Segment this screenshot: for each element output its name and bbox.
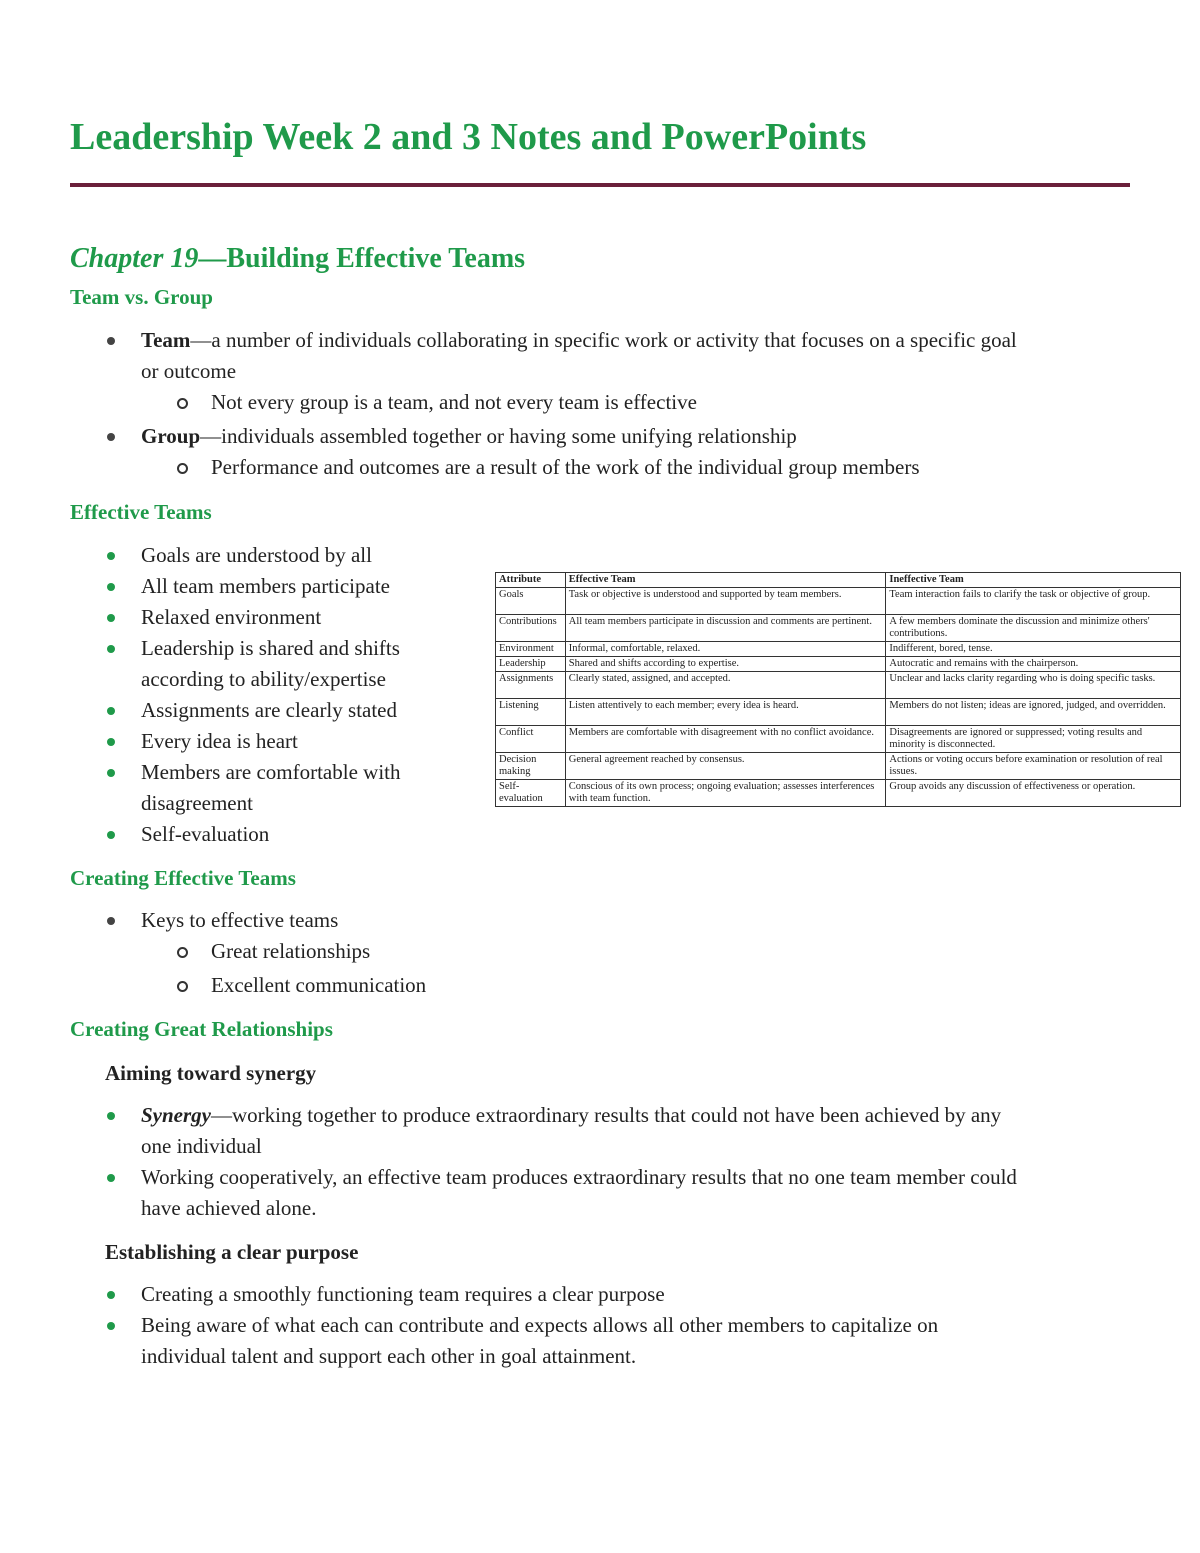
list-item <box>141 1279 665 1310</box>
term-team: Team <box>141 328 191 352</box>
list-item <box>141 633 400 664</box>
chapter-title: —Building Effective Teams <box>198 243 526 274</box>
bullet-icon <box>107 831 115 839</box>
list-item <box>141 540 372 571</box>
sub-bullet-text: Not every group is a team, and not every team is effective <box>211 390 697 414</box>
list-item <box>141 695 397 726</box>
bullet-icon <box>107 738 115 746</box>
list-item <box>141 602 321 633</box>
table-cell: A few members dominate the discussion and minimize others' contributions. <box>886 615 1181 642</box>
table-cell: Task or objective is understood and supported by team members. <box>565 588 886 615</box>
bullet-icon <box>107 645 115 653</box>
list-item <box>141 819 269 850</box>
sub-bullet-icon <box>177 981 188 992</box>
table-row <box>496 615 1181 642</box>
table-cell: Autocratic and remains with the chairperson. <box>886 657 1181 672</box>
table-cell: Contributions <box>496 615 566 642</box>
table-header: Ineffective Team <box>886 573 1181 588</box>
table-row <box>496 726 1181 753</box>
sub-bullet-icon <box>177 463 188 474</box>
list-item-text: Creating a smoothly functioning team requires a clear purpose <box>141 1282 665 1306</box>
section-heading-effective-teams: Effective Teams <box>70 500 212 524</box>
bullet-icon <box>107 1174 115 1182</box>
list-item-text: Leadership is shared and shifts <box>141 636 400 660</box>
group-definition: —individuals assembled together or having some unifying relationship <box>200 424 797 448</box>
list-item-text: Goals are understood by all <box>141 543 372 567</box>
list-item <box>141 1310 1141 1341</box>
list-item <box>141 571 390 602</box>
table-row <box>496 588 1181 615</box>
table-cell: Actions or voting occurs before examination or resolution of real issues. <box>886 753 1181 780</box>
list-item <box>141 726 298 757</box>
table-cell: Members do not listen; ideas are ignored, judged, and overridden. <box>886 699 1181 726</box>
list-item-continued: according to ability/expertise <box>141 667 386 691</box>
subheading-clear-purpose: Establishing a clear purpose <box>105 1240 359 1264</box>
table-cell: Clearly stated, assigned, and accepted. <box>565 672 886 699</box>
table-cell: Goals <box>496 588 566 615</box>
table-row <box>496 642 1181 657</box>
table-header-row <box>496 573 1181 588</box>
bullet-icon <box>107 1291 115 1299</box>
table-cell: Conscious of its own process; ongoing evaluation; assesses interferences with team function. <box>565 780 886 807</box>
list-item-text: Members are comfortable with <box>141 760 401 784</box>
bullet-icon <box>107 707 115 715</box>
sub-bullet-icon <box>177 947 188 958</box>
term-group: Group <box>141 424 201 448</box>
table-cell: Team interaction fails to clarify the task or objective of group. <box>886 588 1181 615</box>
list-item-text: Every idea is heart <box>141 729 298 753</box>
list-item-text: Self-evaluation <box>141 822 270 846</box>
table-cell: Unclear and lacks clarity regarding who is doing specific tasks. <box>886 672 1181 699</box>
sub-bullet-team <box>211 387 697 418</box>
section-heading-team-vs-group: Team vs. Group <box>70 285 213 309</box>
table-row <box>496 780 1181 807</box>
table-cell: Listen attentively to each member; every idea is heard. <box>565 699 886 726</box>
sub-bullet-text: Great relationships <box>211 939 371 963</box>
bullet-icon <box>107 583 115 591</box>
bullet-icon <box>107 337 115 345</box>
team-definition: —a number of individuals collaborating in specific work or activity that focuses on a specific goal <box>190 328 1017 352</box>
list-item-text: Relaxed environment <box>141 605 322 629</box>
list-item-text: All team members participate <box>141 574 390 598</box>
page-title: Leadership Week 2 and 3 Notes and PowerPoints <box>70 116 867 158</box>
table-row <box>496 672 1181 699</box>
table-cell: Leadership <box>496 657 566 672</box>
sub-bullet-text: Performance and outcomes are a result of the work of the individual group members <box>211 455 920 479</box>
table-cell: Self-evaluation <box>496 780 566 807</box>
bullet-icon <box>107 1112 115 1120</box>
table-row <box>496 753 1181 780</box>
table-cell: General agreement reached by consensus. <box>565 753 886 780</box>
bullet-team-continued: or outcome <box>141 359 237 383</box>
list-item-continued: disagreement <box>141 791 253 815</box>
chapter-number: Chapter 19 <box>70 243 199 274</box>
chapter-heading <box>70 243 525 275</box>
section-heading-creating-great-relationships: Creating Great Relationships <box>70 1017 333 1041</box>
list-item <box>141 757 401 788</box>
bullet-team <box>141 325 1141 356</box>
bullet-cooperative-continued: have achieved alone. <box>141 1196 317 1220</box>
list-item-continued: individual talent and support each other in goal attainment. <box>141 1344 637 1368</box>
table-cell: Disagreements are ignored or suppressed; voting results and minority is disconnected. <box>886 726 1181 753</box>
list-item-text: Being aware of what each can contribute and expects allows all other members to capitalize on <box>141 1313 939 1337</box>
table-header: Attribute <box>496 573 566 588</box>
section-heading-creating-effective-teams: Creating Effective Teams <box>70 866 296 890</box>
sub-bullet-text: Excellent communication <box>211 973 427 997</box>
table-cell: Decision making <box>496 753 566 780</box>
effective-vs-ineffective-table <box>495 572 1181 807</box>
bullet-icon <box>107 433 115 441</box>
table-cell: Listening <box>496 699 566 726</box>
list-item-text: Keys to effective teams <box>141 908 339 932</box>
bullet-synergy-continued: one individual <box>141 1134 262 1158</box>
table-cell: Environment <box>496 642 566 657</box>
bullet-cooperative <box>141 1162 1141 1193</box>
bullet-icon <box>107 614 115 622</box>
bullet-icon <box>107 769 115 777</box>
bullet-group <box>141 421 797 452</box>
sub-bullet <box>211 970 426 1001</box>
table-cell: Group avoids any discussion of effectiveness or operation. <box>886 780 1181 807</box>
bullet-synergy <box>141 1100 1141 1131</box>
table-cell: Conflict <box>496 726 566 753</box>
table-cell: Assignments <box>496 672 566 699</box>
table-row <box>496 657 1181 672</box>
sub-bullet-icon <box>177 398 188 409</box>
list-item-text: Assignments are clearly stated <box>141 698 397 722</box>
sub-bullet <box>211 936 370 967</box>
subheading-synergy: Aiming toward synergy <box>105 1061 317 1085</box>
table-cell: Indifferent, bored, tense. <box>886 642 1181 657</box>
bullet-icon <box>107 1322 115 1330</box>
table-cell: Informal, comfortable, relaxed. <box>565 642 886 657</box>
list-item-text: Working cooperatively, an effective team produces extraordinary results that no one team member could <box>141 1165 1017 1189</box>
list-item <box>141 905 338 936</box>
table-cell: All team members participate in discussion and comments are pertinent. <box>565 615 886 642</box>
table-row <box>496 699 1181 726</box>
table-cell: Shared and shifts according to expertise. <box>565 657 886 672</box>
sub-bullet-group <box>211 452 920 483</box>
title-divider <box>70 183 1130 187</box>
term-synergy: Synergy <box>141 1103 211 1127</box>
table-header: Effective Team <box>565 573 886 588</box>
synergy-definition: —working together to produce extraordinary results that could not have been achieved by any <box>211 1103 1002 1127</box>
table-cell: Members are comfortable with disagreement with no conflict avoidance. <box>565 726 886 753</box>
bullet-icon <box>107 917 115 925</box>
bullet-icon <box>107 552 115 560</box>
